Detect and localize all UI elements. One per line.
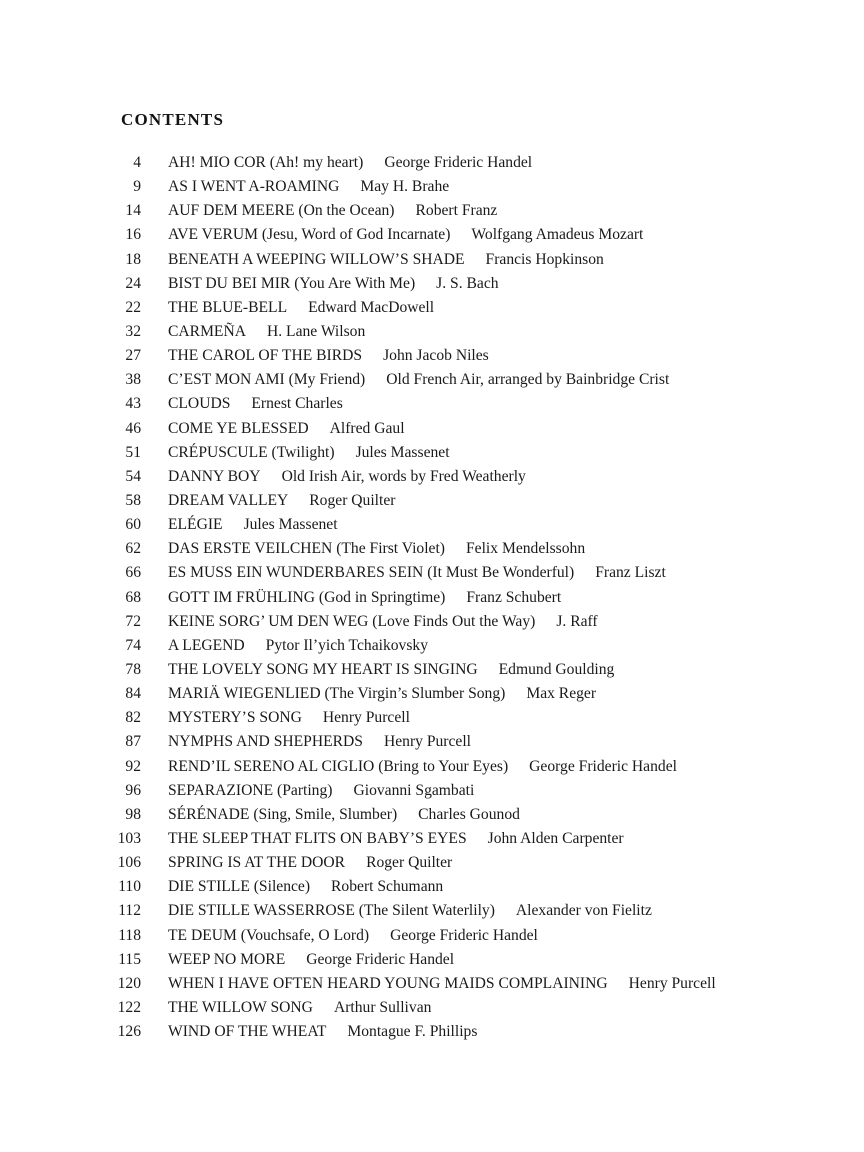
toc-row — [0, 948, 864, 972]
page-number: 51 — [125, 443, 141, 461]
song-title: BENEATH A WEEPING WILLOW’S SHADE — [168, 250, 465, 268]
composer: Robert Franz — [415, 202, 498, 220]
composer: Felix Mendelssohn — [466, 540, 586, 558]
composer: Roger Quilter — [366, 854, 453, 872]
composer: Edward MacDowell — [308, 298, 435, 316]
page-number: 16 — [125, 226, 141, 244]
toc-row — [0, 368, 864, 392]
toc-row — [0, 392, 864, 416]
page-number: 32 — [125, 322, 141, 340]
toc-row — [0, 827, 864, 851]
toc-row — [0, 441, 864, 465]
composer: Edmund Goulding — [498, 660, 615, 678]
page-number: 126 — [117, 1023, 141, 1041]
song-title: THE WILLOW SONG — [168, 998, 313, 1016]
composer: George Frideric Handel — [390, 926, 538, 944]
composer: Charles Gounod — [418, 805, 520, 823]
song-title: AVE VERUM (Jesu, Word of God Incarnate) — [168, 226, 451, 244]
composer: Henry Purcell — [383, 733, 472, 751]
composer: Pytor Il’yich Tchaikovsky — [265, 636, 429, 654]
song-title: AUF DEM MEERE (On the Ocean) — [168, 202, 395, 220]
page-number: 72 — [125, 612, 141, 630]
song-title: THE BLUE-BELL — [168, 298, 288, 316]
page-number: 54 — [125, 467, 141, 485]
toc-row — [0, 417, 864, 441]
song-title: TE DEUM (Vouchsafe, O Lord) — [168, 926, 370, 944]
page-number: 118 — [118, 926, 141, 944]
toc-row — [0, 803, 864, 827]
toc-row — [0, 972, 864, 996]
page-number: 87 — [125, 733, 141, 751]
song-title: WHEN I HAVE OFTEN HEARD YOUNG MAIDS COMPLAINING — [168, 974, 608, 992]
toc-row — [0, 875, 864, 899]
song-title: DIE STILLE WASSERROSE (The Silent Waterlily) — [168, 902, 495, 920]
page-number: 78 — [125, 660, 141, 678]
song-title: BIST DU BEI MIR (You Are With Me) — [168, 274, 416, 292]
composer: Old French Air, arranged by Bainbridge Crist — [386, 371, 670, 389]
song-title: DANNY BOY — [168, 467, 261, 485]
page-number: 92 — [125, 757, 141, 775]
song-title: MYSTERY’S SONG — [168, 709, 302, 727]
toc-row — [0, 779, 864, 803]
song-title: SEPARAZIONE (Parting) — [168, 781, 333, 799]
song-title: NYMPHS AND SHEPHERDS — [168, 733, 363, 751]
page-number: 24 — [125, 274, 141, 292]
composer: Jules Massenet — [243, 516, 338, 534]
toc-row — [0, 151, 864, 175]
toc-row — [0, 730, 864, 754]
composer: Max Reger — [526, 685, 597, 703]
toc-row — [0, 682, 864, 706]
page-number: 112 — [118, 902, 141, 920]
song-title: DREAM VALLEY — [168, 491, 289, 509]
composer: Giovanni Sgambati — [353, 781, 475, 799]
toc-row — [0, 199, 864, 223]
page-number: 96 — [125, 781, 141, 799]
composer: Franz Schubert — [466, 588, 562, 606]
toc-row — [0, 513, 864, 537]
toc-row — [0, 223, 864, 247]
toc-row — [0, 755, 864, 779]
page-number: 14 — [125, 202, 141, 220]
toc-row — [0, 296, 864, 320]
song-title: AS I WENT A-ROAMING — [168, 178, 340, 196]
page-number: 4 — [133, 154, 141, 171]
song-title: C’EST MON AMI (My Friend) — [168, 371, 366, 389]
song-title: DIE STILLE (Silence) — [168, 878, 311, 896]
composer: Robert Schumann — [331, 878, 444, 896]
page-number: 62 — [125, 540, 141, 558]
song-title: ELÉGIE — [168, 516, 223, 534]
composer: Franz Liszt — [595, 564, 666, 582]
toc-row — [0, 561, 864, 585]
composer: Old Irish Air, words by Fred Weatherly — [281, 467, 526, 485]
song-title: MARIÄ WIEGENLIED (The Virgin’s Slumber Song) — [168, 685, 506, 703]
song-title: COME YE BLESSED — [168, 419, 309, 437]
composer: Roger Quilter — [309, 491, 396, 509]
song-title: THE LOVELY SONG MY HEART IS SINGING — [168, 660, 478, 678]
composer: Ernest Charles — [251, 395, 343, 413]
composer: George Frideric Handel — [306, 950, 455, 968]
composer: J. S. Bach — [436, 274, 499, 292]
toc-row — [0, 1020, 864, 1044]
toc-row — [0, 537, 864, 561]
song-title: WIND OF THE WHEAT — [168, 1023, 327, 1041]
composer: Wolfgang Amadeus Mozart — [471, 226, 644, 244]
song-title: THE SLEEP THAT FLITS ON BABY’S EYES — [168, 829, 467, 847]
toc-row — [0, 175, 864, 199]
page-title: CONTENTS — [121, 110, 225, 129]
page-number: 122 — [117, 998, 141, 1016]
song-title: GOTT IM FRÜHLING (God in Springtime) — [168, 588, 446, 606]
composer: John Jacob Niles — [383, 347, 489, 365]
page-number: 106 — [117, 854, 141, 872]
toc-row — [0, 272, 864, 296]
page-number: 103 — [117, 829, 141, 847]
song-title: SÉRÉNADE (Sing, Smile, Slumber) — [168, 805, 398, 823]
toc-row — [0, 658, 864, 682]
song-title: WEEP NO MORE — [168, 950, 286, 968]
toc-row — [0, 610, 864, 634]
composer: Francis Hopkinson — [485, 250, 604, 268]
toc-row — [0, 996, 864, 1020]
page-number: 120 — [117, 974, 141, 992]
composer: May H. Brahe — [360, 178, 450, 196]
toc-row — [0, 465, 864, 489]
composer: Montague F. Phillips — [347, 1023, 478, 1041]
composer: George Frideric Handel — [384, 154, 533, 171]
composer: J. Raff — [556, 612, 598, 630]
song-title: THE CAROL OF THE BIRDS — [168, 347, 363, 365]
page-number: 18 — [125, 250, 141, 268]
page-number: 22 — [125, 298, 141, 316]
page-number: 58 — [125, 491, 141, 509]
composer: Alfred Gaul — [329, 419, 405, 437]
page-number: 27 — [125, 347, 141, 365]
toc-row — [0, 851, 864, 875]
composer: Jules Massenet — [355, 443, 450, 461]
composer: Henry Purcell — [322, 709, 410, 727]
song-title: AH! MIO COR (Ah! my heart) — [168, 154, 364, 171]
song-title: DAS ERSTE VEILCHEN (The First Violet) — [168, 540, 445, 558]
toc-row — [0, 248, 864, 272]
toc-list — [0, 151, 864, 1044]
composer: Henry Purcell — [628, 974, 716, 992]
page-number: 68 — [125, 588, 141, 606]
page-number: 60 — [125, 516, 141, 534]
page-number: 110 — [118, 878, 141, 896]
page-number: 74 — [125, 636, 141, 654]
song-title: KEINE SORG’ UM DEN WEG (Love Finds Out the Way) — [168, 612, 536, 630]
page-number: 43 — [125, 395, 141, 413]
toc-row — [0, 924, 864, 948]
page-number: 9 — [133, 178, 141, 196]
composer: Alexander von Fielitz — [515, 902, 652, 920]
toc-row — [0, 634, 864, 658]
song-title: ES MUSS EIN WUNDERBARES SEIN (It Must Be Wonderful) — [168, 564, 575, 582]
composer: George Frideric Handel — [529, 757, 677, 775]
toc-row — [0, 586, 864, 610]
page-number: 82 — [125, 709, 141, 727]
toc-row — [0, 489, 864, 513]
toc-row — [0, 899, 864, 923]
song-title: CARMEÑA — [168, 322, 246, 340]
composer: H. Lane Wilson — [266, 322, 366, 340]
song-title: CRÉPUSCULE (Twilight) — [168, 443, 335, 461]
toc-row — [0, 706, 864, 730]
page-number: 66 — [125, 564, 141, 582]
song-title: REND’IL SERENO AL CIGLIO (Bring to Your Eyes) — [168, 757, 509, 775]
page-number: 84 — [125, 685, 141, 703]
composer: Arthur Sullivan — [333, 998, 432, 1016]
page-number: 46 — [125, 419, 141, 437]
song-title: CLOUDS — [168, 395, 231, 413]
song-title: SPRING IS AT THE DOOR — [168, 854, 346, 872]
composer: John Alden Carpenter — [487, 829, 624, 847]
page-number: 38 — [125, 371, 141, 389]
page-number: 115 — [118, 950, 141, 968]
song-title: A LEGEND — [168, 636, 245, 654]
toc-row — [0, 320, 864, 344]
page-number: 98 — [125, 805, 141, 823]
toc-row — [0, 344, 864, 368]
